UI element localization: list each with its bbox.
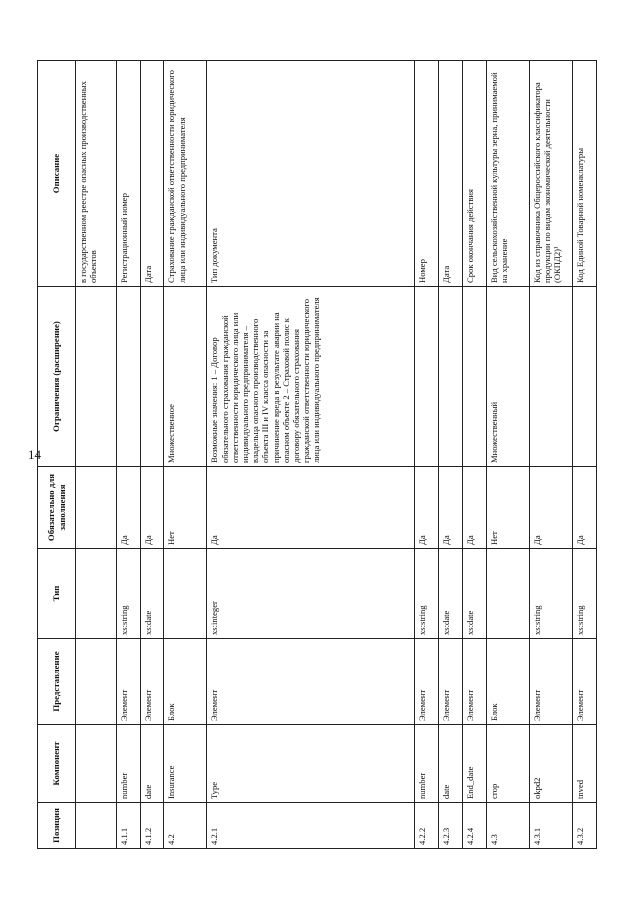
cell-component: date: [140, 725, 164, 803]
cell-position: 4.2.4: [463, 803, 487, 849]
rotated-table-container: [37, 61, 597, 849]
cell-position: [76, 803, 117, 849]
cell-component: date: [439, 725, 463, 803]
header-position: Позиция: [38, 803, 76, 849]
cell-view: Элемент: [573, 639, 597, 725]
cell-type: xs:string: [116, 549, 140, 639]
cell-component: Insurance: [164, 725, 207, 803]
header-component: Компонент: [38, 725, 76, 803]
cell-required: Да: [207, 467, 415, 549]
cell-type: xs:string: [573, 549, 597, 639]
table-row: [164, 61, 207, 849]
cell-component: End_date: [463, 725, 487, 803]
cell-type: [487, 549, 530, 639]
cell-restriction: [415, 287, 439, 467]
cell-required: Да: [116, 467, 140, 549]
cell-component: okpd2: [530, 725, 573, 803]
cell-type: xs:date: [463, 549, 487, 639]
cell-view: Блок: [164, 639, 207, 725]
cell-restriction: [463, 287, 487, 467]
cell-required: Да: [140, 467, 164, 549]
table-row: [415, 61, 439, 849]
table-row: [487, 61, 530, 849]
cell-view: Элемент: [415, 639, 439, 725]
cell-description: Дата: [439, 61, 463, 287]
cell-type: xs:integer: [207, 549, 415, 639]
cell-view: Элемент: [439, 639, 463, 725]
cell-component: tnved: [573, 725, 597, 803]
cell-component: number: [415, 725, 439, 803]
cell-description: Вид сельскохозяйственной культуры зерна, принимаемой на хранение: [487, 61, 530, 287]
cell-view: Элемент: [140, 639, 164, 725]
cell-position: 4.1.2: [140, 803, 164, 849]
cell-type: xs:string: [415, 549, 439, 639]
cell-required: Нет: [487, 467, 530, 549]
cell-position: 4.2.3: [439, 803, 463, 849]
cell-restriction: Множественное: [164, 287, 207, 467]
header-description: Описание: [38, 61, 76, 287]
cell-description: Страхование гражданской ответственности юридического лица или индивидуального предпринимателя: [164, 61, 207, 287]
cell-type: [76, 549, 117, 639]
cell-view: [76, 639, 117, 725]
cell-view: Элемент: [207, 639, 415, 725]
cell-restriction: [76, 287, 117, 467]
table-row: [573, 61, 597, 849]
header-restriction: Ограничения (расширение): [38, 287, 76, 467]
header-required: Обязательно для заполнения: [38, 467, 76, 549]
cell-position: 4.2.2: [415, 803, 439, 849]
cell-position: 4.2.1: [207, 803, 415, 849]
cell-view: Элемент: [463, 639, 487, 725]
cell-view: Блок: [487, 639, 530, 725]
table-row: [530, 61, 573, 849]
cell-type: xs:date: [140, 549, 164, 639]
cell-description: Дата: [140, 61, 164, 287]
cell-required: Да: [415, 467, 439, 549]
cell-restriction: Множественный: [487, 287, 530, 467]
cell-restriction: Возможные значения: 1 – Договор обязательного страхования гражданской ответственности юридического лица или индивидуального предпринимателя – владельца опасного производственного объекта III и IV класса опасности за причинение вреда в результате аварии на опасном объекте 2 – Страховой полис к договору обязательного страхования гражданской ответственности юридического лица или индивидуального предпринимателя: [207, 287, 415, 467]
cell-position: 4.3.1: [530, 803, 573, 849]
header-type: Тип: [38, 549, 76, 639]
cell-description: Код Единой Товарной номенклатуры: [573, 61, 597, 287]
cell-view: Элемент: [116, 639, 140, 725]
cell-required: Нет: [164, 467, 207, 549]
table-row: [76, 61, 117, 849]
cell-restriction: [573, 287, 597, 467]
table-row: [463, 61, 487, 849]
cell-position: 4.1.1: [116, 803, 140, 849]
cell-required: Да: [439, 467, 463, 549]
cell-required: Да: [573, 467, 597, 549]
cell-position: 4.3.2: [573, 803, 597, 849]
cell-restriction: [116, 287, 140, 467]
spec-table: [37, 60, 597, 849]
cell-type: xs:string: [530, 549, 573, 639]
cell-component: Type: [207, 725, 415, 803]
cell-restriction: [530, 287, 573, 467]
page-number: 14: [28, 447, 41, 462]
table-row: [140, 61, 164, 849]
cell-description: в государственном реестре опасных производственных объектов: [76, 61, 117, 287]
cell-required: Да: [530, 467, 573, 549]
header-view: Представление: [38, 639, 76, 725]
cell-view: Элемент: [530, 639, 573, 725]
cell-component: [76, 725, 117, 803]
table-row: [116, 61, 140, 849]
table-row: [439, 61, 463, 849]
cell-required: Да: [463, 467, 487, 549]
cell-description: Код из справочника Общероссийского классификатора продукции по видам экономической деятельности (ОКПД2)¹: [530, 61, 573, 287]
cell-type: xs:date: [439, 549, 463, 639]
cell-description: Номер: [415, 61, 439, 287]
cell-position: 4.3: [487, 803, 530, 849]
cell-description: Регистрационный номер: [116, 61, 140, 287]
table-row: [207, 61, 415, 849]
cell-component: number: [116, 725, 140, 803]
cell-description: Срок окончания действия: [463, 61, 487, 287]
cell-component: crop: [487, 725, 530, 803]
cell-position: 4.2: [164, 803, 207, 849]
cell-restriction: [140, 287, 164, 467]
cell-required: [76, 467, 117, 549]
cell-type: [164, 549, 207, 639]
cell-description: Тип документа: [207, 61, 415, 287]
table-header-row: [38, 61, 76, 849]
cell-restriction: [439, 287, 463, 467]
